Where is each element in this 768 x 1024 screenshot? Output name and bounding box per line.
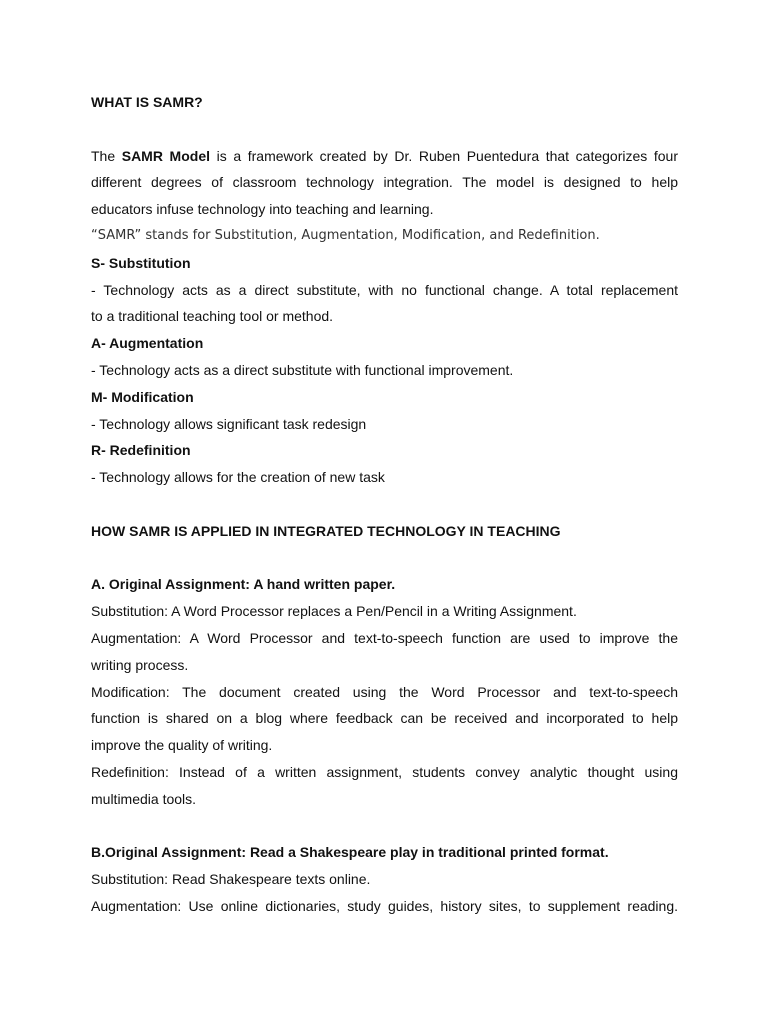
example-a-modification-3: improve the quality of writing. xyxy=(91,737,273,754)
level-substitution-title: S- Substitution xyxy=(91,254,191,271)
example-a-modification-2: function is shared on a blog where feedback can be received and incorporated to help xyxy=(91,710,678,727)
example-a-redefinition-2: multimedia tools. xyxy=(91,790,197,807)
intro-line-2: different degrees of classroom technology integration. The model is designed to help xyxy=(91,174,678,191)
level-substitution-desc-2: to a traditional teaching tool or method. xyxy=(91,308,334,325)
intro-line-1 xyxy=(91,143,678,170)
spacer xyxy=(91,491,678,518)
intro-samr-model: SAMR Model xyxy=(121,147,211,164)
example-a-augmentation-1: Augmentation: A Word Processor and text-to-speech function are used to improve the xyxy=(91,629,678,646)
example-a-substitution: Substitution: A Word Processor replaces a Pen/Pencil in a Writing Assignment. xyxy=(91,603,577,620)
document-body xyxy=(91,89,678,920)
spacer xyxy=(91,813,678,840)
level-augmentation-desc: - Technology acts as a direct substitute with functional improvement. xyxy=(91,361,514,378)
example-b-augmentation: Augmentation: Use online dictionaries, study guides, history sites, to supplement reading. xyxy=(91,897,678,914)
example-a-redefinition-1: Redefinition: Instead of a written assignment, students convey analytic thought using xyxy=(91,763,678,780)
intro-the: The xyxy=(91,147,122,164)
intro-line-3: educators infuse technology into teaching and learning. xyxy=(91,201,434,218)
level-modification-desc: - Technology allows significant task redesign xyxy=(91,415,367,432)
spacer xyxy=(91,545,678,572)
example-a-modification-1: Modification: The document created using the Word Processor and text-to-speech xyxy=(91,683,678,700)
level-redefinition-desc: - Technology allows for the creation of new task xyxy=(91,469,385,486)
level-augmentation-title: A- Augmentation xyxy=(91,335,204,352)
example-a-augmentation-2: writing process. xyxy=(91,656,189,673)
heading-what-is-samr: WHAT IS SAMR? xyxy=(91,94,203,110)
example-a-title: A. Original Assignment: A hand written paper. xyxy=(91,576,396,593)
level-substitution-desc-1: - Technology acts as a direct substitute, with no functional change. A total replacement xyxy=(91,281,678,298)
level-redefinition-title: R- Redefinition xyxy=(91,442,191,459)
example-b-title: B.Original Assignment: Read a Shakespeare play in traditional printed format. xyxy=(91,844,609,861)
level-modification-title: M- Modification xyxy=(91,388,194,405)
example-b-substitution: Substitution: Read Shakespeare texts online. xyxy=(91,871,371,888)
intro-line-1-rest: is a framework created by Dr. Ruben Puentedura that categorizes four xyxy=(210,147,678,164)
spacer xyxy=(91,116,678,143)
intro-stands-for: “SAMR” stands for Substitution, Augmentation, Modification, and Redefinition. xyxy=(91,227,600,243)
heading-how-samr-applied: HOW SAMR IS APPLIED IN INTEGRATED TECHNOLOGY IN TEACHING xyxy=(91,522,561,539)
